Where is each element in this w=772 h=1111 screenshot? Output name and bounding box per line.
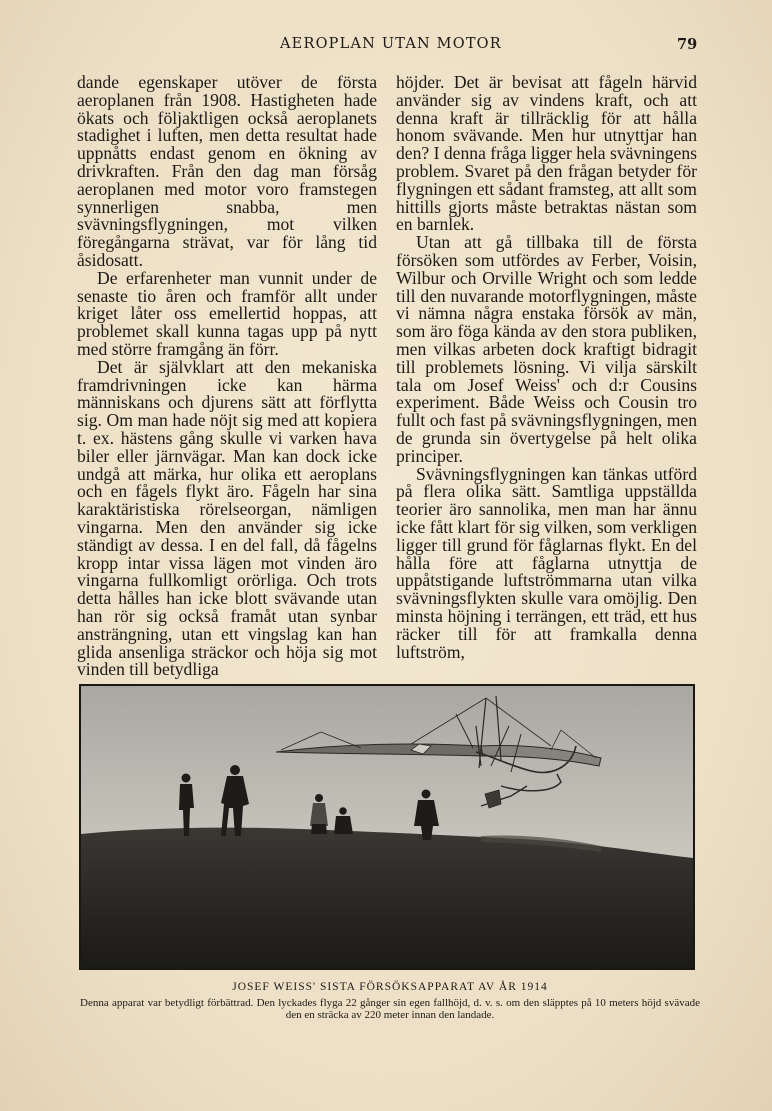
paragraph: Det är självklart att den mekaniska framdrivningen icke kan härma människans och djurens sätt att förflytta sig. Om man hade nöjt sig med att kopiera t. ex. hästens gång skulle vi varken hava biler eller järnvägar. Man kan dock icke undgå att märka, hur olika ett aeroplans och en fågels flykt äro. Fågeln har sina karaktäristiska rörelseorgan, nämligen vingarna. Men den använder sig icke ständigt av dessa. I en del fall, då fågelns kropp intar vissa lägen mot vinden äro vingarna fullkomligt orörliga. Och trots detta hålles han icke blott svävande utan han rör sig också framåt utan synbar ansträngning, utan ett vingslag kan han glida ansenliga sträckor och höja sig mot vinden till betydliga (77, 356, 377, 680)
page-header (0, 36, 772, 56)
caption-text: Denna apparat var betydligt förbättrad. Den lyckades flyga 22 gånger sin egen fallhöjd, d. v. s. om den släpptes på 10 meters höjd svävade den en sträcka av 220 meter innan den landade. (80, 997, 700, 1021)
paragraph: De erfarenheter man vunnit under de senaste tio åren och framför allt under kriget låter oss emellertid hoppas, att problemet skall kunna tagas upp på nytt med större framgång än förr. (77, 267, 377, 359)
hillside (81, 828, 693, 968)
glider-photo-illustration (81, 686, 693, 968)
right-column (396, 74, 697, 661)
page-number: 79 (677, 36, 698, 53)
paragraph: Utan att gå tillbaka till de första försöken som utfördes av Ferber, Voisin, Wilbur och Orville Wright och som ledde till den nuvarande motorflygningen, måste vi nämna några enstaka försök av män, som äro föga kända av den stora publiken, men vilkas arbeten dock kraftigt bidragit till problemets lösning. Vi vilja särskilt tala om Josef Weiss' och d:r Cousins experiment. Både Weiss och Cousin tro fullt och fast på svävningsflygningen, men de grunda sin övertygelse på helt olika principer. (396, 232, 697, 466)
figure-caption (70, 979, 710, 1021)
glider-photograph (79, 684, 695, 970)
caption-title: JOSEF WEISS' SISTA FÖRSÖKSAPPARAT AV ÅR 1914 (232, 981, 548, 993)
paragraph: höjder. Det är bevisat att fågeln härvid använder sig av vindens kraft, och att denna kraft är tillräcklig för att hålla honom svävande. Men hur utnyttjar han den? I denna fråga ligger hela svävningens problem. Svaret på den frågan betyder för flygningen ett sådant framsteg, att allt som hittills gjorts måste betraktas nästan som en barnlek. (396, 72, 697, 235)
left-column (77, 74, 377, 679)
paragraph: Svävningsflygningen kan tänkas utförd på flera olika sätt. Samtliga uppställda teorier äro sannolika, men man har ännu icke fått klart för sig vilken, som verkligen ligger till grund för fåglarnas flykt. En del hålla före att fåglarna utnyttja de uppåtstigande luftströmmarna utan vilka svävningsflykten skulle vara omöjlig. Den minsta höjning i terrängen, ett träd, ett hus räcker till för att framkalla denna luftström, (396, 463, 697, 662)
running-title: AEROPLAN UTAN MOTOR (280, 36, 502, 52)
paragraph: dande egenskaper utöver de första aeroplanen från 1908. Hastigheten hade ökats och följaktligen också aeroplanets stadighet i luften, men detta resultat hade uppnåtts endast genom en ökning av drivkraften. Från den dag man försåg aeroplanen med motor voro framstegen synnerligen snabba, men svävningsflygningen, mot vilken föregångarna strävat, var för lång tid åsidosatt. (77, 72, 377, 270)
